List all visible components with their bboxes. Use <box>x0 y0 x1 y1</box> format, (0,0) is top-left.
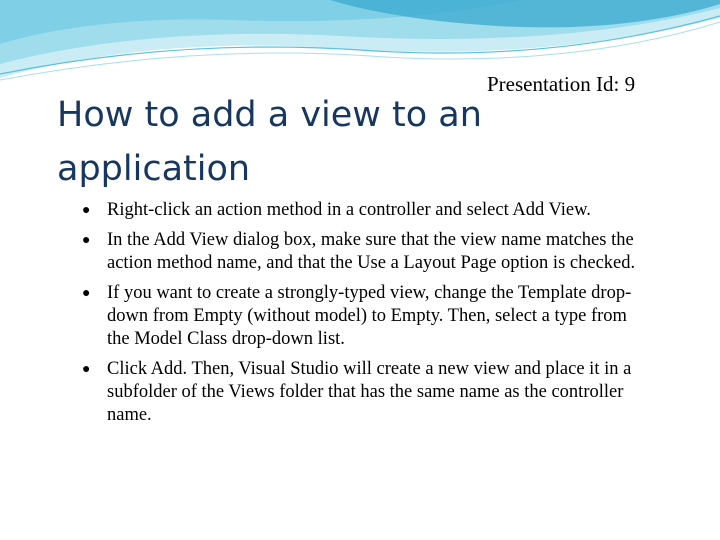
bullet-dot-icon: ● <box>82 362 91 377</box>
bullet-item <box>80 199 640 222</box>
bullet-item <box>80 282 640 351</box>
bullet-text: In the Add View dialog box, make sure that the view name matches the action method name, and that the Use a Layout Page option is checked. <box>107 230 636 273</box>
bullet-item <box>80 358 640 427</box>
bullet-dot-icon: ● <box>82 203 91 218</box>
bullet-text: Right-click an action method in a controller and select Add View. <box>107 200 591 220</box>
bullet-dot-icon: ● <box>82 233 91 248</box>
bullet-item <box>80 229 640 275</box>
bullet-text: If you want to create a strongly-typed view, change the Template drop-down from Empty (without model) to Empty. Then, select a type from the Model Class drop-down list. <box>107 283 632 349</box>
presentation-id: Presentation Id: 9 <box>487 72 636 96</box>
bullet-list <box>80 199 640 434</box>
bullet-dot-icon: ● <box>82 286 91 301</box>
bullet-text: Click Add. Then, Visual Studio will create a new view and place it in a subfolder of the Views folder that has the same name as the controller name. <box>107 359 632 425</box>
slide-title: How to add a view to an application <box>57 95 482 189</box>
